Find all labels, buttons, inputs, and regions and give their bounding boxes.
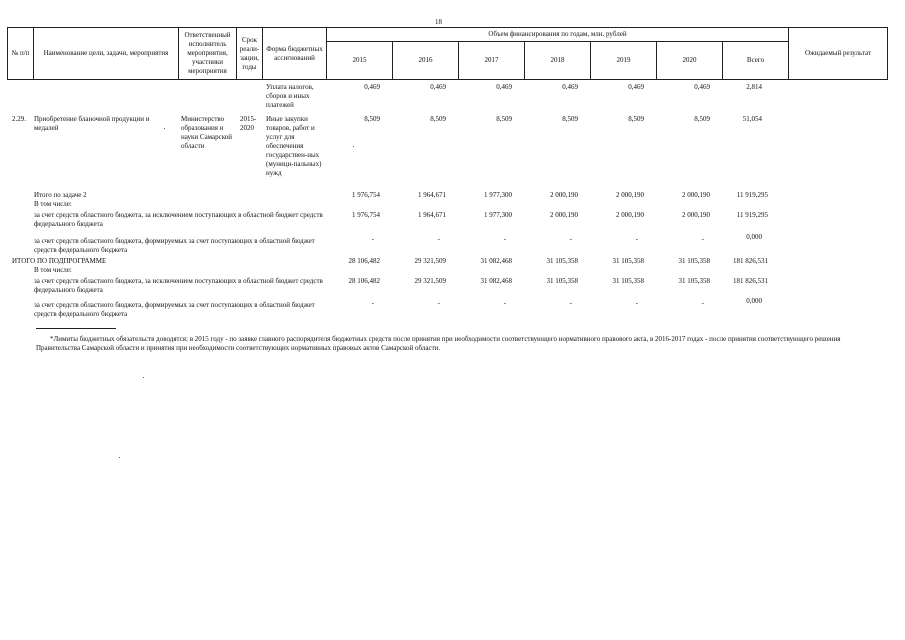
task-total-2020: 2 000,190 <box>682 191 710 199</box>
row-2-29-2016: 8,509 <box>430 115 446 123</box>
row-2-29-form: Иные закупки товаров, работ и услуг для обеспечения государствен-ных (муници-пальных) нужд <box>266 115 322 177</box>
col-year-2018: 2018 <box>525 42 591 80</box>
row-2-29-2020: 8,509 <box>694 115 710 123</box>
task-fed-2018: - <box>569 235 572 243</box>
footnote-rule <box>36 328 116 329</box>
col-result: Ожидаемый результат <box>789 28 888 80</box>
task-excl-label: за счет средств областного бюджета, за исключением поступающих в областной бюджет средств федерального бюджета <box>34 211 323 228</box>
task-total-2019: 2 000,190 <box>616 191 644 199</box>
prog-fed-2016: - <box>437 299 440 307</box>
row-taxes-2016: 0,469 <box>430 83 446 91</box>
page-number: 18 <box>435 18 442 26</box>
prog-excl-2016: 29 321,509 <box>414 277 446 285</box>
row-taxes-2019: 0,469 <box>628 83 644 91</box>
col-year-2020: 2020 <box>657 42 723 80</box>
task-total-2015: 1 976,754 <box>352 191 380 199</box>
task-excl-2015: 1 976,754 <box>352 211 380 219</box>
prog-total-sum: 181 826,531 <box>733 257 768 265</box>
task-total-label: Итого по задаче 2 <box>34 191 87 199</box>
prog-fed-2015: - <box>371 299 374 307</box>
task-excl-2018: 2 000,190 <box>550 211 578 219</box>
row-2-29-2015: 8,509 <box>364 115 380 123</box>
task-fed-2020: - <box>701 235 704 243</box>
col-num: № п/п <box>8 28 34 80</box>
row-taxes-2015: 0,469 <box>364 83 380 91</box>
prog-total-2016: 29 321,509 <box>414 257 446 265</box>
task-fed-2015: - <box>371 235 374 243</box>
col-form: Форма бюджетных ассигнований <box>263 28 327 80</box>
col-funding: Объем финансирования по годам, млн. рублей <box>327 28 789 42</box>
row-2-29-term: 2015-2020 <box>240 115 257 132</box>
col-responsible: Ответственный исполнитель мероприятия, участники мероприятия <box>179 28 237 80</box>
footnote: *Лимиты бюджетных обязательств доводятся: в 2015 году - по заявке главного распорядителя бюджетных средств после принятия при необходимости соответствующего нормативного правового акта, в 2016-2017 годах - после принятия соответствующего решения Правительства Самарской области и принятия при необходимости соответствующих нормативных правовых актов Самарской области. <box>36 335 841 352</box>
scan-speck <box>353 146 354 147</box>
scan-speck <box>164 128 165 129</box>
prog-total-2020: 31 105,358 <box>678 257 710 265</box>
prog-excl-2017: 31 082,468 <box>480 277 512 285</box>
row-taxes-total: 2,814 <box>746 83 762 91</box>
task-total-2016: 1 964,671 <box>418 191 446 199</box>
task-excl-2019: 2 000,190 <box>616 211 644 219</box>
row-2-29-num: 2.29. <box>12 115 26 123</box>
row-taxes-form: Уплата налогов, сборов и иных платежей <box>266 83 314 109</box>
prog-fed-2018: - <box>569 299 572 307</box>
task-total-2018: 2 000,190 <box>550 191 578 199</box>
col-term: Срок реали-зации, годы <box>237 28 263 80</box>
prog-fed-2017: - <box>503 299 506 307</box>
task-excl-2020: 2 000,190 <box>682 211 710 219</box>
col-name: Наименование цели, задачи, мероприятия <box>34 28 179 80</box>
prog-excl-2020: 31 105,358 <box>678 277 710 285</box>
row-2-29-2017: 8,509 <box>496 115 512 123</box>
row-2-29-name: Приобретение бланочной продукции и медалей <box>34 115 150 132</box>
row-2-29-2018: 8,509 <box>562 115 578 123</box>
scan-speck <box>143 377 144 378</box>
scan-speck <box>119 457 120 458</box>
task-total-2017: 1 977,300 <box>484 191 512 199</box>
col-year-2016: 2016 <box>393 42 459 80</box>
prog-total-label: ИТОГО ПО ПОДПРОГРАММЕ <box>12 257 107 265</box>
prog-total-2015: 28 106,482 <box>348 257 380 265</box>
task-incl-label: В том числе: <box>34 200 72 208</box>
prog-total-2018: 31 105,358 <box>546 257 578 265</box>
prog-excl-2019: 31 105,358 <box>612 277 644 285</box>
col-year-2015: 2015 <box>327 42 393 80</box>
task-fed-2017: - <box>503 235 506 243</box>
row-2-29-total: 51,054 <box>742 115 762 123</box>
prog-fed-2019: - <box>635 299 638 307</box>
row-taxes-2017: 0,469 <box>496 83 512 91</box>
prog-fed-label: за счет средств областного бюджета, формируемых за счет поступающих в областной бюджет средств федерального бюджета <box>34 301 315 318</box>
prog-incl-label: В том числе: <box>34 266 72 274</box>
task-fed-sum: 0,000 <box>746 233 762 241</box>
prog-fed-sum: 0,000 <box>746 297 762 305</box>
task-excl-2017: 1 977,300 <box>484 211 512 219</box>
prog-excl-label: за счет средств областного бюджета, за исключением поступающих в областной бюджет средств федерального бюджета <box>34 277 323 294</box>
task-total-sum: 11 919,295 <box>736 191 768 199</box>
col-total: Всего <box>723 42 789 80</box>
prog-excl-2018: 31 105,358 <box>546 277 578 285</box>
col-year-2017: 2017 <box>459 42 525 80</box>
task-fed-2016: - <box>437 235 440 243</box>
row-taxes-2020: 0,469 <box>694 83 710 91</box>
prog-total-2017: 31 082,468 <box>480 257 512 265</box>
col-year-2019: 2019 <box>591 42 657 80</box>
row-2-29-responsible: Министерство образования и науки Самарской области <box>181 115 233 150</box>
row-taxes-2018: 0,469 <box>562 83 578 91</box>
prog-excl-2015: 28 106,482 <box>348 277 380 285</box>
row-2-29-2019: 8,509 <box>628 115 644 123</box>
budget-table <box>7 27 888 80</box>
prog-excl-sum: 181 826,531 <box>733 277 768 285</box>
task-excl-sum: 11 919,295 <box>736 211 768 219</box>
task-excl-2016: 1 964,671 <box>418 211 446 219</box>
prog-fed-2020: - <box>701 299 704 307</box>
task-fed-label: за счет средств областного бюджета, формируемых за счет поступающих в областной бюджет средств федерального бюджета <box>34 237 315 254</box>
prog-total-2019: 31 105,358 <box>612 257 644 265</box>
task-fed-2019: - <box>635 235 638 243</box>
